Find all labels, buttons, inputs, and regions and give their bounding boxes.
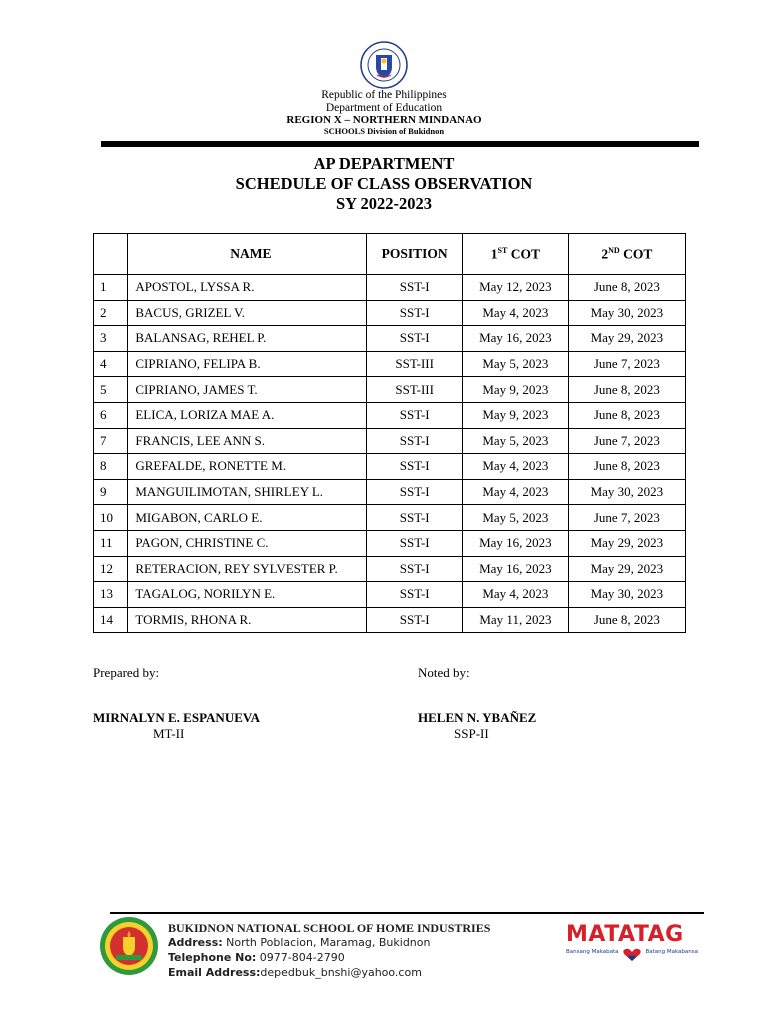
cell-first-cot: May 9, 2023 — [463, 377, 569, 403]
cell-first-cot: May 11, 2023 — [463, 607, 569, 633]
header-department: Department of Education — [325, 102, 443, 114]
noted-by-title: SSP-II — [454, 726, 489, 741]
cell-name: ELICA, LORIZA MAE A. — [128, 402, 367, 428]
cell-name: CIPRIANO, FELIPA B. — [128, 351, 367, 377]
cell-position: SST-I — [367, 275, 463, 301]
cell-number: 5 — [94, 377, 128, 403]
cell-position: SST-I — [367, 505, 463, 531]
cell-first-cot: May 4, 2023 — [463, 454, 569, 480]
prepared-by-title: MT-II — [153, 726, 185, 741]
cell-name: MANGUILIMOTAN, SHIRLEY L. — [128, 479, 367, 505]
cell-second-cot: June 7, 2023 — [568, 351, 685, 377]
header-position: POSITION — [367, 234, 463, 275]
header-number — [94, 234, 128, 275]
school-email: Email Address:depedbuk_bnshi@yahoo.com — [168, 966, 422, 979]
deped-seal — [360, 41, 408, 89]
table-row — [94, 402, 686, 428]
footer-divider — [110, 912, 704, 914]
cell-number: 6 — [94, 402, 128, 428]
cell-number: 7 — [94, 428, 128, 454]
cell-second-cot: June 8, 2023 — [568, 402, 685, 428]
doc-title-schedule: SCHEDULE OF CLASS OBSERVATION — [235, 174, 533, 193]
cell-first-cot: May 4, 2023 — [463, 300, 569, 326]
cell-position: SST-I — [367, 582, 463, 608]
table-row — [94, 351, 686, 377]
matatag-tagline-right: Batang Makabansa — [645, 949, 698, 955]
school-telephone: Telephone No: 0977-804-2790 — [168, 951, 345, 964]
cell-name: CIPRIANO, JAMES T. — [128, 377, 367, 403]
header-second-cot: 2ND COT — [568, 234, 685, 275]
cell-first-cot: May 5, 2023 — [463, 351, 569, 377]
cell-position: SST-I — [367, 402, 463, 428]
table-row — [94, 275, 686, 301]
cell-second-cot: June 8, 2023 — [568, 275, 685, 301]
cell-name: BALANSAG, REHEL P. — [128, 326, 367, 352]
cell-number: 9 — [94, 479, 128, 505]
cell-position: SST-I — [367, 428, 463, 454]
header-divider — [101, 141, 699, 147]
table-header-row — [94, 234, 686, 275]
header-name: NAME — [128, 234, 367, 275]
header-division: SCHOOLS Division of Bukidnon — [323, 126, 445, 136]
cell-second-cot: May 29, 2023 — [568, 530, 685, 556]
cell-second-cot: June 8, 2023 — [568, 454, 685, 480]
matatag-logo: MATATAG — [566, 922, 684, 947]
cell-second-cot: May 29, 2023 — [568, 326, 685, 352]
cell-first-cot: May 16, 2023 — [463, 556, 569, 582]
cell-first-cot: May 16, 2023 — [463, 326, 569, 352]
cell-first-cot: May 4, 2023 — [463, 582, 569, 608]
cell-name: RETERACION, REY SYLVESTER P. — [128, 556, 367, 582]
cell-first-cot: May 4, 2023 — [463, 479, 569, 505]
cell-first-cot: May 12, 2023 — [463, 275, 569, 301]
table-row — [94, 607, 686, 633]
cell-name: PAGON, CHRISTINE C. — [128, 530, 367, 556]
cell-position: SST-I — [367, 454, 463, 480]
cell-number: 12 — [94, 556, 128, 582]
cell-name: MIGABON, CARLO E. — [128, 505, 367, 531]
cell-number: 4 — [94, 351, 128, 377]
cell-second-cot: May 29, 2023 — [568, 556, 685, 582]
cell-number: 14 — [94, 607, 128, 633]
table-row — [94, 300, 686, 326]
prepared-by-label: Prepared by: — [93, 665, 160, 680]
cell-position: SST-I — [367, 607, 463, 633]
table-row — [94, 428, 686, 454]
cell-position: SST-I — [367, 326, 463, 352]
cell-position: SST-I — [367, 530, 463, 556]
cell-name: FRANCIS, LEE ANN S. — [128, 428, 367, 454]
cell-number: 8 — [94, 454, 128, 480]
table-row — [94, 326, 686, 352]
school-logo — [98, 915, 160, 977]
cell-name: TORMIS, RHONA R. — [128, 607, 367, 633]
cell-number: 11 — [94, 530, 128, 556]
cell-second-cot: June 8, 2023 — [568, 377, 685, 403]
noted-by-name: HELEN N. YBAÑEZ — [418, 710, 537, 725]
matatag-tagline-left: Bansang Makabata — [566, 949, 619, 955]
cell-first-cot: May 16, 2023 — [463, 530, 569, 556]
cell-position: SST-I — [367, 556, 463, 582]
cell-second-cot: May 30, 2023 — [568, 479, 685, 505]
cell-number: 1 — [94, 275, 128, 301]
header-republic: Republic of the Philippines — [321, 89, 447, 101]
cell-position: SST-I — [367, 300, 463, 326]
doc-title-school-year: SY 2022-2023 — [335, 194, 433, 213]
cell-name: GREFALDE, RONETTE M. — [128, 454, 367, 480]
cell-first-cot: May 5, 2023 — [463, 505, 569, 531]
cell-number: 2 — [94, 300, 128, 326]
table-row — [94, 377, 686, 403]
table-row — [94, 479, 686, 505]
cell-name: APOSTOL, LYSSA R. — [128, 275, 367, 301]
header-region: REGION X – NORTHERN MINDANAO — [286, 114, 482, 126]
doc-title-department: AP DEPARTMENT — [313, 154, 455, 173]
cell-number: 13 — [94, 582, 128, 608]
table-row — [94, 454, 686, 480]
table-row — [94, 530, 686, 556]
cell-second-cot: June 7, 2023 — [568, 505, 685, 531]
cell-position: SST-III — [367, 351, 463, 377]
cell-second-cot: May 30, 2023 — [568, 300, 685, 326]
cell-second-cot: May 30, 2023 — [568, 582, 685, 608]
prepared-by-name: MIRNALYN E. ESPANUEVA — [93, 710, 260, 725]
cell-second-cot: June 8, 2023 — [568, 607, 685, 633]
cell-first-cot: May 9, 2023 — [463, 402, 569, 428]
school-name: BUKIDNON NATIONAL SCHOOL OF HOME INDUSTRIES — [168, 921, 491, 935]
cell-position: SST-I — [367, 479, 463, 505]
cell-number: 3 — [94, 326, 128, 352]
table-row — [94, 582, 686, 608]
noted-by-label: Noted by: — [418, 665, 470, 680]
header-first-cot: 1ST COT — [463, 234, 569, 275]
cell-number: 10 — [94, 505, 128, 531]
cell-position: SST-III — [367, 377, 463, 403]
cell-name: BACUS, GRIZEL V. — [128, 300, 367, 326]
cell-second-cot: June 7, 2023 — [568, 428, 685, 454]
heart-hands-icon — [622, 948, 642, 962]
cell-name: TAGALOG, NORILYN E. — [128, 582, 367, 608]
table-row — [94, 505, 686, 531]
school-address: Address: North Poblacion, Maramag, Bukidnon — [168, 936, 431, 949]
table-row — [94, 556, 686, 582]
observation-schedule-table — [93, 233, 686, 633]
cell-first-cot: May 5, 2023 — [463, 428, 569, 454]
